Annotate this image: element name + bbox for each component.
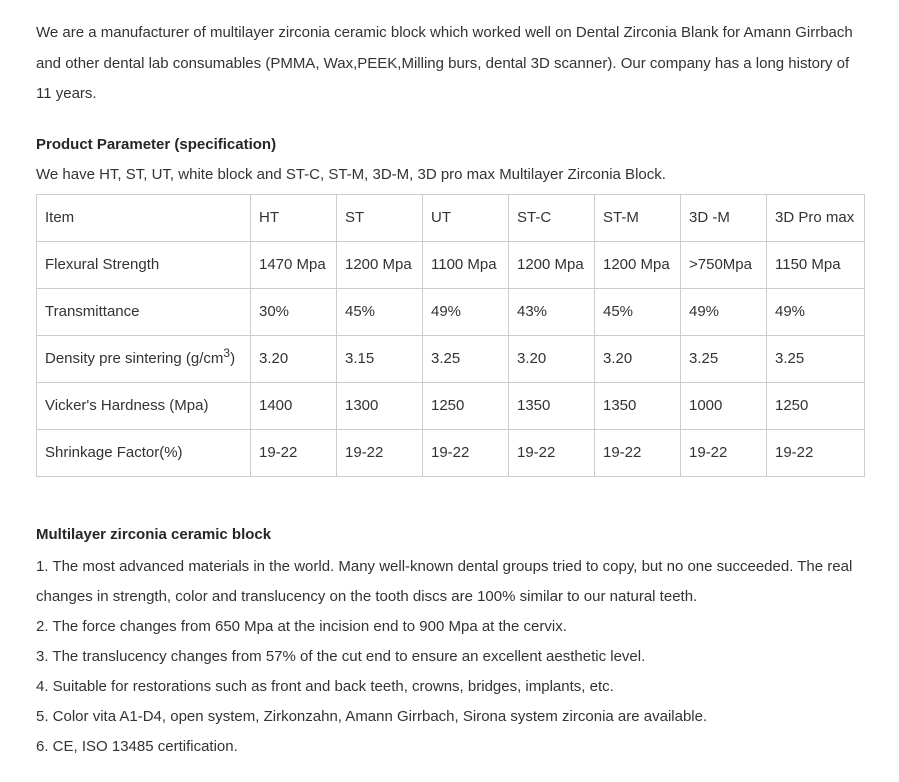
table-cell: 19-22 xyxy=(423,429,509,476)
table-cell: 19-22 xyxy=(337,429,423,476)
features-list xyxy=(36,552,865,762)
table-cell: 19-22 xyxy=(681,429,767,476)
column-header-st-c: ST-C xyxy=(509,194,595,241)
table-cell: 1150 Mpa xyxy=(767,241,865,288)
table-cell: 1200 Mpa xyxy=(337,241,423,288)
row-label-superscript: 3 xyxy=(223,346,231,360)
row-label-text: Flexural Strength xyxy=(45,256,160,273)
table-row xyxy=(37,382,865,429)
table-cell: 3.25 xyxy=(681,335,767,382)
table-row xyxy=(37,429,865,476)
feature-item-5: 5. Color vita A1-D4, open system, Zirkonzahn, Amann Girrbach, Sirona system zirconia are available. xyxy=(36,707,708,725)
row-label-text: Density pre sintering (g/cm xyxy=(45,350,224,367)
column-header-ht: HT xyxy=(251,194,337,241)
table-cell: 1100 Mpa xyxy=(423,241,509,288)
table-cell: 1300 xyxy=(337,382,423,429)
table-cell: 1200 Mpa xyxy=(595,241,681,288)
table-cell: 19-22 xyxy=(595,429,681,476)
table-cell: 3.20 xyxy=(595,335,681,382)
column-header-ut: UT xyxy=(423,194,509,241)
product-parameter-heading: Product Parameter (specification) xyxy=(36,135,277,153)
features-heading: Multilayer zirconia ceramic block xyxy=(36,525,272,543)
table-cell: >750Mpa xyxy=(681,241,767,288)
table-cell: 49% xyxy=(423,288,509,335)
table-cell: 3.15 xyxy=(337,335,423,382)
feature-item-4: 4. Suitable for restorations such as front and back teeth, crowns, bridges, implants, etc. xyxy=(36,677,614,695)
column-header-3d-m: 3D -M xyxy=(681,194,767,241)
row-label xyxy=(37,429,251,476)
row-label xyxy=(37,241,251,288)
column-header-item: Item xyxy=(37,194,251,241)
table-cell: 1470 Mpa xyxy=(251,241,337,288)
row-label-text: Vicker's Hardness (Mpa) xyxy=(45,397,209,414)
table-cell: 43% xyxy=(509,288,595,335)
table-cell: 1400 xyxy=(251,382,337,429)
table-cell: 45% xyxy=(595,288,681,335)
product-parameter-subtext: We have HT, ST, UT, white block and ST-C, ST-M, 3D-M, 3D pro max Multilayer Zirconia Block. xyxy=(36,165,666,183)
row-label-text: Shrinkage Factor(%) xyxy=(45,444,183,461)
feature-item-3: 3. The translucency changes from 57% of the cut end to ensure an excellent aesthetic level. xyxy=(36,647,646,665)
table-cell: 1000 xyxy=(681,382,767,429)
table-cell: 49% xyxy=(767,288,865,335)
row-label xyxy=(37,335,251,382)
feature-item-6: 6. CE, ISO 13485 certification. xyxy=(36,737,238,755)
row-label-text: ) xyxy=(230,350,236,367)
table-cell: 30% xyxy=(251,288,337,335)
table-cell: 1250 xyxy=(423,382,509,429)
intro-paragraph: We are a manufacturer of multilayer zirconia ceramic block which worked well on Dental Zirconia Blank for Amann Girrbach and other dental lab consumables (PMMA, Wax,PEEK,Milling burs, dental 3D scanner). Our company has a long history of 11 years. xyxy=(36,24,853,102)
table-cell: 45% xyxy=(337,288,423,335)
spec-table-header-row xyxy=(37,194,865,241)
table-cell: 1200 Mpa xyxy=(509,241,595,288)
table-cell: 19-22 xyxy=(251,429,337,476)
spec-table xyxy=(36,194,865,477)
table-row xyxy=(37,288,865,335)
table-row xyxy=(37,241,865,288)
table-cell: 1250 xyxy=(767,382,865,429)
table-cell: 3.25 xyxy=(423,335,509,382)
table-cell: 3.20 xyxy=(251,335,337,382)
row-label-text: Transmittance xyxy=(45,303,140,320)
row-label xyxy=(37,382,251,429)
table-cell: 1350 xyxy=(595,382,681,429)
spec-table-body xyxy=(37,241,865,476)
table-cell: 3.25 xyxy=(767,335,865,382)
table-cell: 19-22 xyxy=(767,429,865,476)
column-header-3d-pro-max: 3D Pro max xyxy=(767,194,865,241)
column-header-st-m: ST-M xyxy=(595,194,681,241)
column-header-st: ST xyxy=(337,194,423,241)
table-cell: 3.20 xyxy=(509,335,595,382)
table-cell: 49% xyxy=(681,288,767,335)
table-cell: 1350 xyxy=(509,382,595,429)
feature-item-2: 2. The force changes from 650 Mpa at the incision end to 900 Mpa at the cervix. xyxy=(36,617,567,635)
row-label xyxy=(37,288,251,335)
table-cell: 19-22 xyxy=(509,429,595,476)
table-row xyxy=(37,335,865,382)
feature-item-1: 1. The most advanced materials in the world. Many well-known dental groups tried to copy, but no one succeeded. The real changes in strength, color and translucency on the tooth discs are 100% similar to our natural teeth. xyxy=(36,557,853,605)
